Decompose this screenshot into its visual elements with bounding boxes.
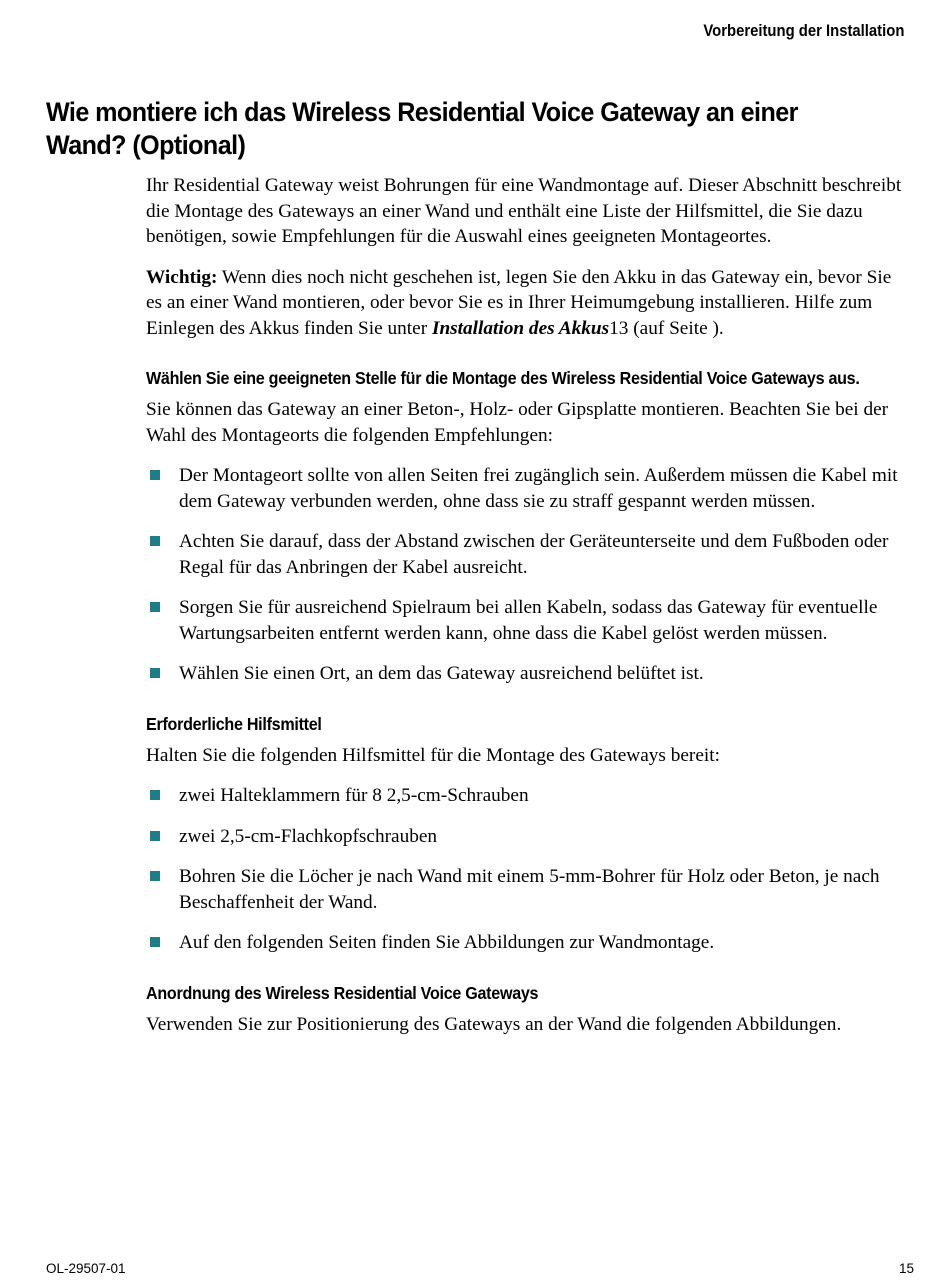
list-item: Sorgen Sie für ausreichend Spielraum bei allen Kabeln, sodass das Gateway für eventuelle Wartungsarbeiten entfernt werden kann, ohne dass die Kabel gelöst werden müssen. [146, 595, 906, 646]
location-heading: Wählen Sie eine geeigneten Stelle für die Montage des Wireless Residential Voice Gateways aus. [146, 368, 860, 388]
square-bullet-icon [150, 602, 160, 612]
running-header: Vorbereitung der Installation [702, 22, 904, 40]
page-number: 15 [898, 1261, 914, 1276]
important-note [146, 265, 906, 342]
list-item: Auf den folgenden Seiten finden Sie Abbildungen zur Wandmontage. [146, 930, 906, 956]
document-body [146, 173, 906, 1052]
position-heading: Anordnung des Wireless Residential Voice Gateways [146, 982, 539, 1003]
list-item: Der Montageort sollte von allen Seiten frei zugänglich sein. Außerdem müssen die Kabel mit dem Gateway verbunden werden, ohne dass sie zu straff gespannt werden müssen. [146, 463, 906, 514]
battery-install-link[interactable]: Installation des Akkus [431, 317, 610, 339]
tools-heading: Erforderliche Hilfsmittel [146, 713, 322, 734]
location-intro: Sie können das Gateway an einer Beton-, Holz- oder Gipsplatte montieren. Beachten Sie bei der Wahl des Montageorts die folgenden Empfehlungen: [146, 399, 889, 446]
square-bullet-icon [150, 831, 160, 841]
tools-list [146, 783, 906, 956]
list-item: Achten Sie darauf, dass der Abstand zwischen der Geräteunterseite und dem Fußboden oder Regal für das Anbringen der Kabel ausreicht. [146, 529, 906, 580]
square-bullet-icon [150, 790, 160, 800]
location-list [146, 463, 906, 687]
list-item: zwei 2,5-cm-Flachkopfschrauben [146, 824, 906, 850]
square-bullet-icon [150, 937, 160, 947]
list-item: Bohren Sie die Löcher je nach Wand mit einem 5-mm-Bohrer für Holz oder Beton, je nach Beschaffenheit der Wand. [146, 864, 906, 915]
list-item: zwei Halteklammern für 8 2,5-cm-Schrauben [146, 783, 906, 809]
document-id: OL-29507-01 [46, 1261, 126, 1276]
important-label: Wichtig: [146, 266, 218, 288]
square-bullet-icon [150, 668, 160, 678]
square-bullet-icon [150, 470, 160, 480]
page-title: Wie montiere ich das Wireless Residential Voice Gateway an einer Wand? (Optional) [46, 97, 798, 160]
list-item: Wählen Sie einen Ort, an dem das Gateway ausreichend belüftet ist. [146, 661, 906, 687]
tools-intro: Halten Sie die folgenden Hilfsmittel für die Montage des Gateways bereit: [146, 744, 720, 766]
important-text: Wenn dies noch nicht geschehen ist, legen Sie den Akku in das Gateway ein, bevor Sie es an einer Wand montieren, oder bevor Sie es in Ihrer Heimumgebung installieren. Hilfe zum Einlegen des Akkus finden Sie unter [146, 266, 892, 339]
important-suffix: 13 (auf Seite ). [609, 317, 724, 339]
square-bullet-icon [150, 536, 160, 546]
square-bullet-icon [150, 871, 160, 881]
position-text: Verwenden Sie zur Positionierung des Gateways an der Wand die folgenden Abbildungen. [146, 1013, 842, 1035]
intro-paragraph: Ihr Residential Gateway weist Bohrungen für eine Wandmontage auf. Dieser Abschnitt beschreibt die Montage des Gateways an einer Wand und enthält eine Liste der Hilfsmittel, die Sie dazu benötigen, sowie Empfehlungen für die Auswahl eines geeigneten Montageortes. [146, 175, 902, 247]
